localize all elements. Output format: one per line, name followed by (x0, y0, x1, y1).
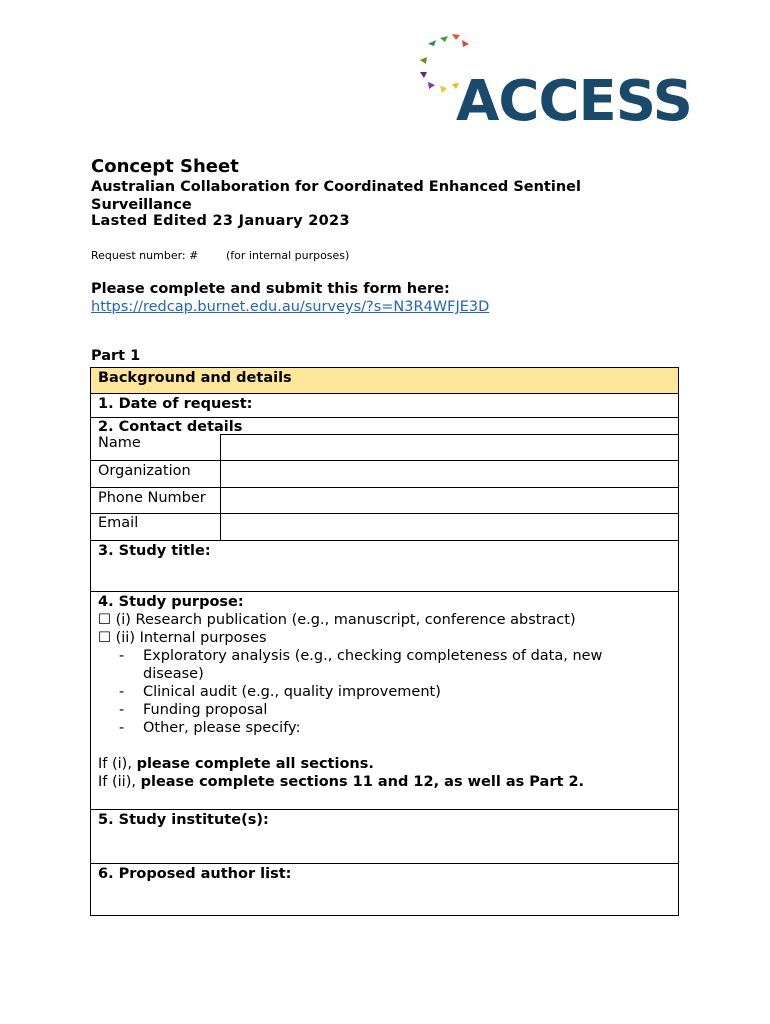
subitem-exploratory: Exploratory analysis (e.g., checking completeness of data, new (143, 648, 603, 664)
contact-label-phone: Phone Number (91, 488, 221, 514)
note-i-bold: please complete all sections. (136, 756, 374, 772)
study-purpose-field (91, 592, 678, 810)
request-number-note: (for internal purposes) (226, 249, 350, 262)
contact-organization-input[interactable] (221, 461, 678, 488)
author-list-label: 6. Proposed author list: (98, 866, 292, 882)
note-option-i (98, 755, 374, 773)
study-purpose-label: 4. Study purpose: (98, 594, 244, 610)
section-header: Background and details (91, 368, 678, 394)
note-i-prefix: If (i), (98, 756, 132, 772)
submit-instruction: Please complete and submit this form here: (91, 281, 450, 297)
note-ii-prefix: If (ii), (98, 774, 136, 790)
submit-form-link[interactable]: https://redcap.burnet.edu.au/surveys/?s=N3R4WFJE3D (91, 299, 490, 315)
contact-email-input[interactable] (221, 514, 678, 541)
contact-name-input[interactable] (221, 434, 678, 461)
subitem-funding: Funding proposal (143, 702, 268, 718)
study-institute-label: 5. Study institute(s): (98, 812, 269, 828)
last-edited: Lasted Edited 23 January 2023 (91, 213, 350, 229)
date-of-request-field[interactable] (91, 394, 678, 418)
contact-phone-input[interactable] (221, 488, 678, 514)
bullet-mark: - (119, 702, 125, 718)
date-of-request-label: 1. Date of request: (98, 396, 253, 412)
note-option-ii (98, 773, 584, 791)
contact-label-email: Email (91, 514, 221, 541)
contact-label-organization: Organization (91, 461, 221, 488)
subitem-exploratory-cont: disease) (143, 666, 204, 682)
author-list-field[interactable] (91, 864, 678, 915)
contact-details-label: 2. Contact details (98, 419, 243, 435)
contact-label-name: Name (91, 434, 221, 461)
access-logo-text: ACCESS (456, 69, 692, 134)
page-subtitle: Australian Collaboration for Coordinated Enhanced Sentinel Surveillance (91, 179, 581, 213)
study-institute-field[interactable] (91, 810, 678, 864)
purpose-option-research[interactable]: ☐ (i) Research publication (e.g., manuscript, conference abstract) (98, 612, 576, 628)
subitem-other: Other, please specify: (143, 720, 301, 736)
study-title-field[interactable] (91, 541, 678, 592)
bullet-mark: - (119, 648, 125, 664)
page-title: Concept Sheet (91, 156, 239, 177)
note-ii-bold: please complete sections 11 and 12, as well as Part 2. (140, 774, 585, 790)
bullet-mark: - (119, 684, 125, 700)
background-details-form (90, 367, 679, 916)
bullet-mark: - (119, 720, 125, 736)
study-title-label: 3. Study title: (98, 543, 211, 559)
request-number-label: Request number: # (91, 249, 199, 262)
subitem-clinical-audit: Clinical audit (e.g., quality improvement) (143, 684, 441, 700)
purpose-option-internal[interactable]: ☐ (ii) Internal purposes (98, 630, 267, 646)
part-1-title: Part 1 (91, 348, 141, 364)
